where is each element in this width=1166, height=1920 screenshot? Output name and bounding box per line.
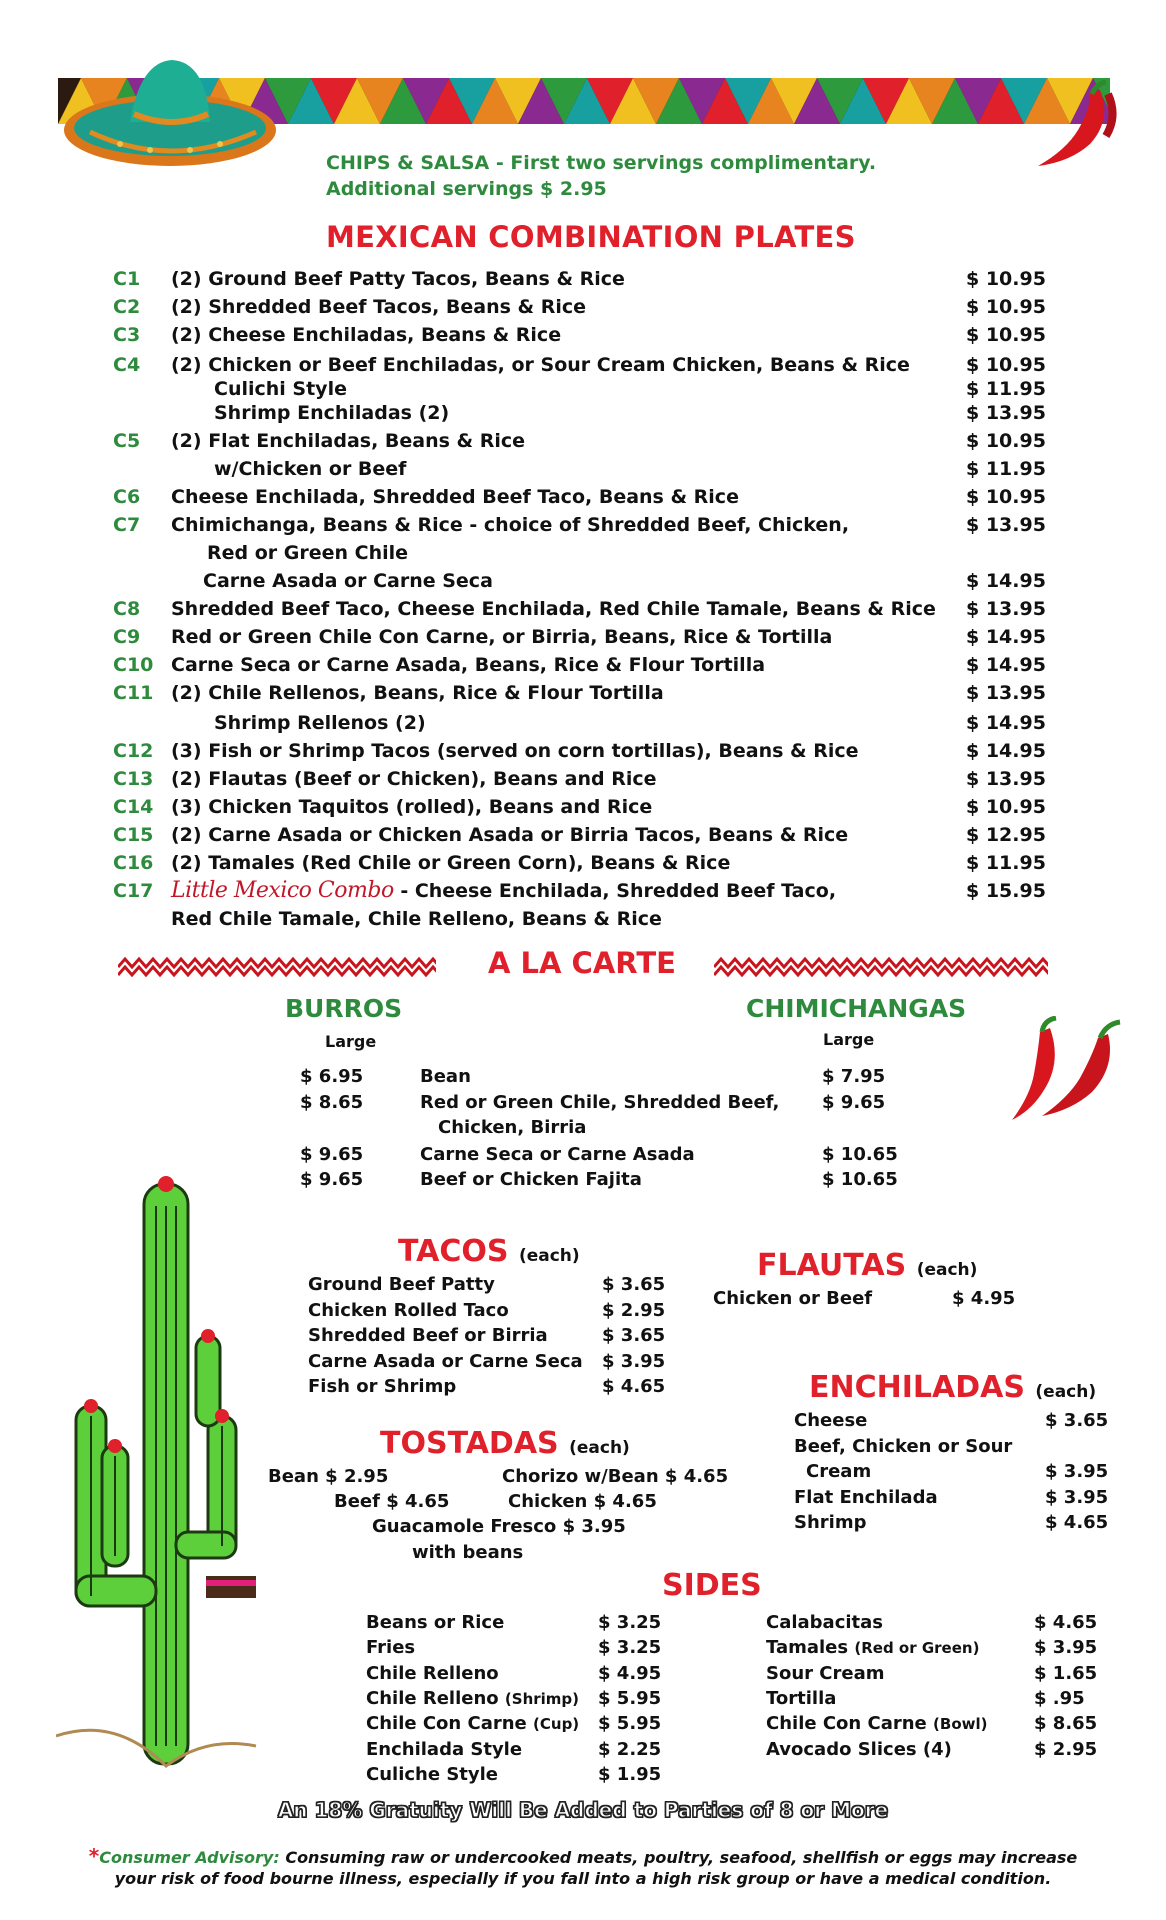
combo-price: $ 13.95 xyxy=(966,598,1046,620)
combo-price: $ 14.95 xyxy=(966,740,1046,762)
alacarte-item-name: Chicken, Birria xyxy=(438,1117,587,1138)
side-item-price: $ 3.25 xyxy=(598,1637,662,1659)
combo-description: (2) Shredded Beef Tacos, Beans & Rice xyxy=(171,296,587,318)
tacos-each-label: (each) xyxy=(518,1246,580,1266)
combo-code: C13 xyxy=(113,768,154,790)
enchilada-item-price: $ 4.65 xyxy=(1045,1512,1109,1533)
tostada-chicken: Chicken $ 4.65 xyxy=(508,1491,657,1512)
side-item-price: $ 1.95 xyxy=(598,1763,662,1785)
tacos-title-text: TACOS xyxy=(398,1234,509,1269)
side-note: (Cup) xyxy=(533,1715,580,1734)
combo-price: $ 14.95 xyxy=(966,654,1046,676)
tostadas-title xyxy=(380,1426,630,1461)
combo-description: (2) Flat Enchiladas, Beans & Rice xyxy=(171,430,526,452)
combo-code: C15 xyxy=(113,824,154,846)
sombrero-icon xyxy=(60,52,280,170)
chips-line-1: CHIPS & SALSA - First two servings complimentary. xyxy=(326,152,877,174)
little-mexico-combo-name: Little Mexico Combo xyxy=(171,878,394,903)
enchilada-item-name: Beef, Chicken or Sour xyxy=(794,1435,1013,1457)
combo-price: $ 13.95 xyxy=(966,768,1046,790)
tostada-guacamole: Guacamole Fresco $ 3.95 xyxy=(372,1516,626,1537)
enchilada-item-name: Flat Enchilada xyxy=(794,1486,938,1508)
side-name: Tortilla xyxy=(766,1687,837,1709)
side-name: Beans or Rice xyxy=(366,1612,505,1633)
side-item-price: $ .95 xyxy=(1034,1687,1085,1709)
side-item-price: $ 4.65 xyxy=(1034,1612,1098,1633)
combo-description: Cheese Enchilada, Shredded Beef Taco, Beans & Rice xyxy=(171,486,739,508)
combo-code: C3 xyxy=(113,324,141,346)
chimichanga-price: $ 10.65 xyxy=(822,1144,898,1165)
combo-description: (3) Chicken Taquitos (rolled), Beans and Rice xyxy=(171,796,653,818)
taco-item-name: Shredded Beef or Birria xyxy=(308,1325,548,1346)
combo-price: $ 10.95 xyxy=(966,324,1046,346)
combo-c17-desc-1: - Cheese Enchilada, Shredded Beef Taco, xyxy=(393,880,837,902)
gratuity-notice: An 18% Gratuity Will Be Added to Parties of 8 or More xyxy=(277,1798,889,1822)
taco-item-name: Chicken Rolled Taco xyxy=(308,1299,509,1321)
combo-description: (2) Carne Asada or Chicken Asada or Birria Tacos, Beans & Rice xyxy=(171,824,849,846)
side-name: Chile Relleno xyxy=(366,1662,499,1684)
side-item-name xyxy=(766,1637,979,1658)
zigzag-divider-left xyxy=(118,956,436,978)
combo-description: (2) Chicken or Beef Enchiladas, or Sour Cream Chicken, Beans & Rice xyxy=(171,354,910,376)
combo-c17-description xyxy=(171,878,836,903)
side-item-name xyxy=(766,1612,883,1633)
enchilada-item-price: $ 3.95 xyxy=(1045,1461,1109,1482)
side-note: (Bowl) xyxy=(933,1715,988,1734)
tostadas-title-text: TOSTADAS xyxy=(380,1426,559,1461)
enchilada-item-price: $ 3.65 xyxy=(1045,1410,1109,1431)
combo-description: Carne Seca or Carne Asada, Beans, Rice & Flour Tortilla xyxy=(171,654,766,676)
chips-salsa-note xyxy=(326,150,876,202)
combo-description: (2) Ground Beef Patty Tacos, Beans & Rice xyxy=(171,268,625,290)
side-name: Enchilada Style xyxy=(366,1738,523,1760)
enchiladas-title xyxy=(809,1370,1096,1405)
zigzag-line xyxy=(714,967,1048,975)
taco-item-name: Carne Asada or Carne Seca xyxy=(308,1350,583,1372)
side-item-price: $ 1.65 xyxy=(1034,1662,1098,1684)
side-item-name xyxy=(766,1663,885,1684)
a-la-carte-title: A LA CARTE xyxy=(488,946,676,980)
flautas-item-name: Chicken or Beef xyxy=(713,1288,873,1309)
enchilada-item-name: Cheese xyxy=(794,1410,868,1431)
combo-description: Shredded Beef Taco, Cheese Enchilada, Red Chile Tamale, Beans & Rice xyxy=(171,598,936,620)
combo-price: $ 14.95 xyxy=(966,570,1046,592)
side-note: (Red or Green) xyxy=(854,1639,980,1658)
taco-item-price: $ 3.65 xyxy=(602,1325,666,1346)
enchiladas-each-label: (each) xyxy=(1035,1382,1097,1402)
combo-price: $ 10.95 xyxy=(966,486,1046,508)
taco-item-price: $ 4.65 xyxy=(602,1376,666,1397)
chimichanga-price: $ 9.65 xyxy=(822,1092,886,1113)
side-item-price: $ 5.95 xyxy=(598,1687,662,1709)
side-item-price: $ 4.95 xyxy=(598,1662,662,1684)
combo-description: Shrimp Rellenos (2) xyxy=(214,712,426,734)
alacarte-item-name: Bean xyxy=(420,1066,471,1087)
chimis-size-label: Large xyxy=(823,1030,875,1049)
combo-code: C1 xyxy=(113,268,141,290)
tostada-beef: Beef $ 4.65 xyxy=(334,1491,450,1512)
combo-description: w/Chicken or Beef xyxy=(214,458,407,480)
side-item-name xyxy=(366,1739,522,1760)
combo-price: $ 15.95 xyxy=(966,880,1046,902)
combo-price: $ 10.95 xyxy=(966,796,1046,818)
side-name: Tamales xyxy=(766,1637,855,1659)
zigzag-divider-right xyxy=(714,956,1048,978)
side-item-price: $ 8.65 xyxy=(1034,1713,1098,1735)
side-item-price: $ 3.25 xyxy=(598,1612,662,1633)
combo-price: $ 13.95 xyxy=(966,682,1046,704)
burro-price: $ 8.65 xyxy=(300,1092,364,1113)
enchilada-item-name: Shrimp xyxy=(794,1512,867,1533)
combo-code: C14 xyxy=(113,796,154,818)
combo-description: Chimichanga, Beans & Rice - choice of Shredded Beef, Chicken, xyxy=(171,514,850,536)
side-note: (Shrimp) xyxy=(504,1689,580,1708)
chimichangas-title: CHIMICHANGAS xyxy=(746,994,967,1023)
combo-code: C4 xyxy=(113,354,141,376)
combo-code: C11 xyxy=(113,682,154,704)
combo-code: C17 xyxy=(113,880,154,902)
side-item-name xyxy=(366,1612,504,1633)
side-name: Fries xyxy=(366,1637,416,1659)
combo-description: (2) Flautas (Beef or Chicken), Beans and Rice xyxy=(171,768,657,790)
combo-plates-title: MEXICAN COMBINATION PLATES xyxy=(326,220,856,254)
side-name: Chile Relleno xyxy=(366,1687,505,1709)
chili-pepper-icon xyxy=(1020,80,1120,170)
asterisk-icon: * xyxy=(88,1844,100,1868)
zigzag-line xyxy=(714,959,1048,967)
burro-price: $ 9.65 xyxy=(300,1144,364,1165)
advisory-label: Consumer Advisory: xyxy=(99,1848,280,1867)
taco-item-price: $ 3.65 xyxy=(602,1274,666,1295)
alacarte-item-name: Beef or Chicken Fajita xyxy=(420,1169,642,1190)
side-item-price: $ 3.95 xyxy=(1034,1637,1098,1659)
consumer-advisory xyxy=(0,1846,1166,1889)
burros-size-label: Large xyxy=(325,1032,377,1051)
combo-description: (3) Fish or Shrimp Tacos (served on corn tortillas), Beans & Rice xyxy=(171,740,859,762)
combo-price: $ 11.95 xyxy=(966,378,1046,400)
combo-code: C9 xyxy=(113,626,141,648)
side-item-price: $ 2.25 xyxy=(598,1738,662,1760)
cactus-icon xyxy=(56,1176,266,1776)
side-name: Culiche Style xyxy=(366,1763,499,1785)
side-name: Chile Con Carne xyxy=(366,1713,534,1735)
combo-description: (2) Tamales (Red Chile or Green Corn), Beans & Rice xyxy=(171,852,731,874)
combo-description: Red or Green Chile Con Carne, or Birria, Beans, Rice & Tortilla xyxy=(171,626,833,648)
taco-item-name: Fish or Shrimp xyxy=(308,1376,457,1397)
side-item-name xyxy=(366,1713,579,1734)
flautas-title xyxy=(757,1248,977,1283)
chimichanga-price: $ 7.95 xyxy=(822,1066,886,1087)
combo-code: C16 xyxy=(113,852,154,874)
advisory-text-1: Consuming raw or undercooked meats, poultry, seafood, shellfish or eggs may increase xyxy=(279,1848,1078,1867)
combo-price: $ 10.95 xyxy=(966,268,1046,290)
enchilada-item-name: Cream xyxy=(806,1461,872,1482)
side-item-price: $ 5.95 xyxy=(598,1713,662,1735)
combo-code: C10 xyxy=(113,654,154,676)
combo-code: C12 xyxy=(113,740,154,762)
combo-price: $ 11.95 xyxy=(966,852,1046,874)
sides-title: SIDES xyxy=(662,1568,762,1603)
combo-price: $ 10.95 xyxy=(966,354,1046,376)
zigzag-line xyxy=(118,959,436,967)
chili-peppers-icon xyxy=(1010,1016,1130,1126)
tostada-bean: Bean $ 2.95 xyxy=(268,1466,389,1487)
combo-description: Red or Green Chile xyxy=(207,542,409,564)
burro-price: $ 9.65 xyxy=(300,1169,364,1190)
tostada-with-beans: with beans xyxy=(412,1542,524,1563)
side-item-name xyxy=(366,1764,498,1785)
burro-price: $ 6.95 xyxy=(300,1066,364,1087)
combo-description: (2) Cheese Enchiladas, Beans & Rice xyxy=(171,324,562,346)
combo-code: C7 xyxy=(113,514,141,536)
combo-description: (2) Chile Rellenos, Beans, Rice & Flour Tortilla xyxy=(171,682,664,704)
side-item-name xyxy=(366,1688,579,1709)
combo-price: $ 14.95 xyxy=(966,712,1046,734)
tostada-chorizo: Chorizo w/Bean $ 4.65 xyxy=(502,1466,729,1487)
advisory-line-1 xyxy=(0,1846,1166,1868)
combo-description: Carne Asada or Carne Seca xyxy=(203,570,493,592)
chips-line-2: Additional servings $ 2.95 xyxy=(326,178,607,200)
combo-price: $ 10.95 xyxy=(966,296,1046,318)
taco-item-name: Ground Beef Patty xyxy=(308,1274,495,1295)
side-item-name xyxy=(766,1688,836,1709)
side-name: Chile Con Carne xyxy=(766,1713,934,1735)
combo-price: $ 11.95 xyxy=(966,458,1046,480)
combo-code: C6 xyxy=(113,486,141,508)
side-item-name xyxy=(766,1713,987,1734)
combo-price: $ 14.95 xyxy=(966,626,1046,648)
enchiladas-title-text: ENCHILADAS xyxy=(809,1370,1025,1405)
alacarte-item-name: Carne Seca or Carne Asada xyxy=(420,1144,695,1165)
combo-code: C2 xyxy=(113,296,141,318)
combo-code: C5 xyxy=(113,430,141,452)
side-item-name xyxy=(366,1637,415,1658)
taco-item-price: $ 2.95 xyxy=(602,1299,666,1321)
side-name: Calabacitas xyxy=(766,1612,884,1633)
flautas-title-text: FLAUTAS xyxy=(757,1248,907,1283)
side-name: Sour Cream xyxy=(766,1662,885,1684)
combo-description: Culichi Style xyxy=(214,378,347,400)
combo-description: Shrimp Enchiladas (2) xyxy=(214,402,450,424)
side-name: Avocado Slices (4) xyxy=(766,1738,952,1760)
tostadas-each-label: (each) xyxy=(569,1438,630,1458)
tacos-title xyxy=(398,1234,580,1269)
side-item-name xyxy=(366,1663,499,1684)
side-item-price: $ 2.95 xyxy=(1034,1738,1098,1760)
flautas-item-price: $ 4.95 xyxy=(952,1288,1016,1309)
chimichanga-price: $ 10.65 xyxy=(822,1169,898,1190)
side-item-name xyxy=(766,1739,952,1760)
combo-price: $ 13.95 xyxy=(966,514,1046,536)
enchilada-item-price: $ 3.95 xyxy=(1045,1486,1109,1508)
advisory-line-2: your risk of food bourne illness, especially if you fall into a high risk group or have a medical condition. xyxy=(114,1869,1052,1888)
combo-code: C8 xyxy=(113,598,141,620)
combo-price: $ 12.95 xyxy=(966,824,1046,846)
combo-price: $ 10.95 xyxy=(966,430,1046,452)
combo-price: $ 13.95 xyxy=(966,402,1046,424)
zigzag-line xyxy=(118,967,436,975)
alacarte-item-name: Red or Green Chile, Shredded Beef, xyxy=(420,1092,780,1113)
combo-c17-desc-2: Red Chile Tamale, Chile Relleno, Beans & Rice xyxy=(171,908,662,930)
taco-item-price: $ 3.95 xyxy=(602,1350,666,1372)
flautas-each-label: (each) xyxy=(916,1260,978,1280)
burros-title: BURROS xyxy=(285,994,403,1023)
